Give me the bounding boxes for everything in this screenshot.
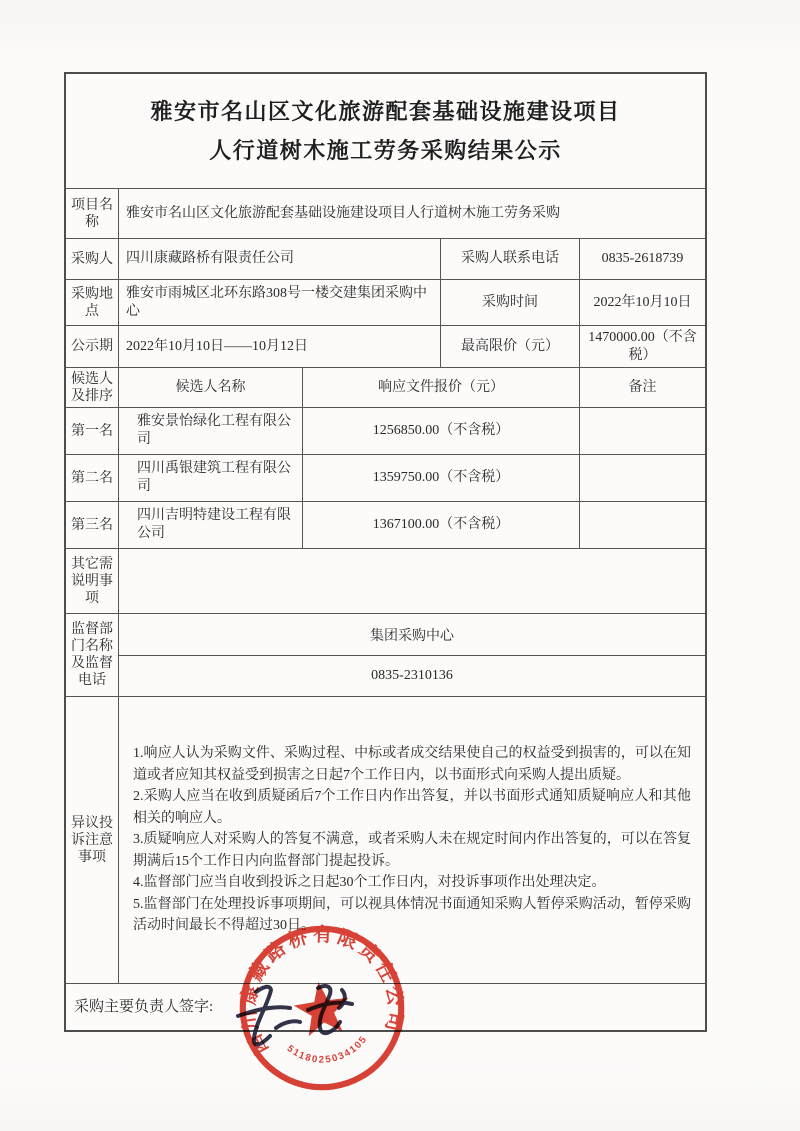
candidate-rank: 第三名 <box>71 517 113 533</box>
candidates-rank-header: 候选人及排序 <box>71 371 113 404</box>
project-name-label: 项目名称 <box>71 197 113 230</box>
candidate-remark <box>579 455 705 501</box>
supervision-label: 监督部门名称及监督电话 <box>71 622 113 688</box>
candidates-remark-header: 备注 <box>579 368 705 407</box>
candidate-row <box>66 501 705 548</box>
purchase-time-label: 采购时间 <box>440 280 579 325</box>
location-value: 雅安市雨城区北环东路308号一楼交建集团采购中心 <box>118 280 440 325</box>
other-notes-label: 其它需说明事项 <box>71 556 113 606</box>
row-location <box>66 279 705 325</box>
candidate-price: 1367100.00（不含税） <box>302 502 579 548</box>
candidate-row <box>66 407 705 454</box>
seal-company-name: 四川康藏路桥有限责任公司 <box>238 924 406 1058</box>
candidates-header-row <box>66 367 705 407</box>
candidate-row <box>66 454 705 501</box>
candidate-remark <box>579 502 705 548</box>
objection-item: 3.质疑响应人对采购人的答复不满意，或者采购人未在规定时间内作出答复的，可以在答复期满后15个工作日内向监督部门提起投诉。 <box>133 832 691 869</box>
project-name-value: 雅安市名山区文化旅游配套基础设施建设项目人行道树木施工劳务采购 <box>118 189 705 238</box>
seal-number: 5118025034105 <box>284 1033 370 1066</box>
publicity-period-label: 公示期 <box>71 339 113 354</box>
row-objection-notes <box>66 696 705 983</box>
candidates-price-header: 响应文件报价（元） <box>302 368 579 407</box>
location-label: 采购地点 <box>71 286 113 319</box>
candidate-price: 1256850.00（不含税） <box>302 408 579 454</box>
row-publicity-period <box>66 325 705 367</box>
purchaser-label: 采购人 <box>71 251 113 267</box>
candidate-name: 雅安景怡绿化工程有限公司 <box>118 408 302 454</box>
supervision-phone: 0835-2310136 <box>119 655 705 696</box>
document-title-line1: 雅安市名山区文化旅游配套基础设施建设项目 <box>150 99 621 124</box>
objection-item: 2.采购人应当在收到质疑函后7个工作日内作出答复，并以书面形式通知质疑响应人和其他相关的响应人。 <box>133 789 691 826</box>
row-project-name <box>66 188 705 238</box>
objection-label: 异议投诉注意事项 <box>71 815 113 865</box>
max-price-label: 最高限价（元） <box>440 326 579 367</box>
supervision-content <box>118 614 705 696</box>
objection-items <box>133 743 691 937</box>
publicity-period-value: 2022年10月10日——10月12日 <box>118 326 440 367</box>
candidate-rank: 第二名 <box>71 470 113 486</box>
objection-item: 1.响应人认为采购文件、采购过程、中标或者成交结果使自己的权益受到损害的，可以在知道或者应知其权益受到损害之日起7个工作日内，以书面形式向采购人提出质疑。 <box>133 746 691 783</box>
row-supervision <box>66 613 705 696</box>
objection-item: 5.监督部门在处理投诉事项期间，可以视具体情况书面通知采购人暂停采购活动，暂停采购活动时间最长不得超过30日。 <box>133 896 691 934</box>
objection-content <box>118 697 705 983</box>
row-other-notes <box>66 548 705 613</box>
candidate-price: 1359750.00（不含税） <box>302 455 579 501</box>
purchaser-value: 四川康藏路桥有限责任公司 <box>118 239 440 279</box>
candidate-name: 四川禹银建筑工程有限公司 <box>118 455 302 501</box>
svg-text:5118025034105 <box>284 1032 373 1071</box>
candidate-rank: 第一名 <box>71 423 113 439</box>
purchaser-phone-value: 0835-2618739 <box>579 239 705 279</box>
title-block <box>66 74 705 188</box>
candidates-name-header: 候选人名称 <box>118 368 302 407</box>
other-notes-value <box>118 549 705 613</box>
candidate-remark <box>579 408 705 454</box>
purchaser-phone-label: 采购人联系电话 <box>440 239 579 279</box>
supervision-department: 集团采购中心 <box>370 628 454 644</box>
announcement-table <box>64 72 707 1032</box>
row-signature <box>66 983 705 1030</box>
objection-item: 4.监督部门应当自收到投诉之日起30个工作日内，对投诉事项作出处理决定。 <box>133 875 606 891</box>
purchase-time-value: 2022年10月10日 <box>579 280 705 325</box>
document-title-line2: 人行道树木施工劳务采购结果公示 <box>209 138 562 163</box>
candidate-name: 四川吉明特建设工程有限公司 <box>118 502 302 548</box>
candidates-rows <box>66 407 705 548</box>
row-purchaser <box>66 238 705 279</box>
max-price-value: 1470000.00（不含税） <box>579 326 705 367</box>
signature-label: 采购主要负责人签字: <box>74 999 214 1015</box>
